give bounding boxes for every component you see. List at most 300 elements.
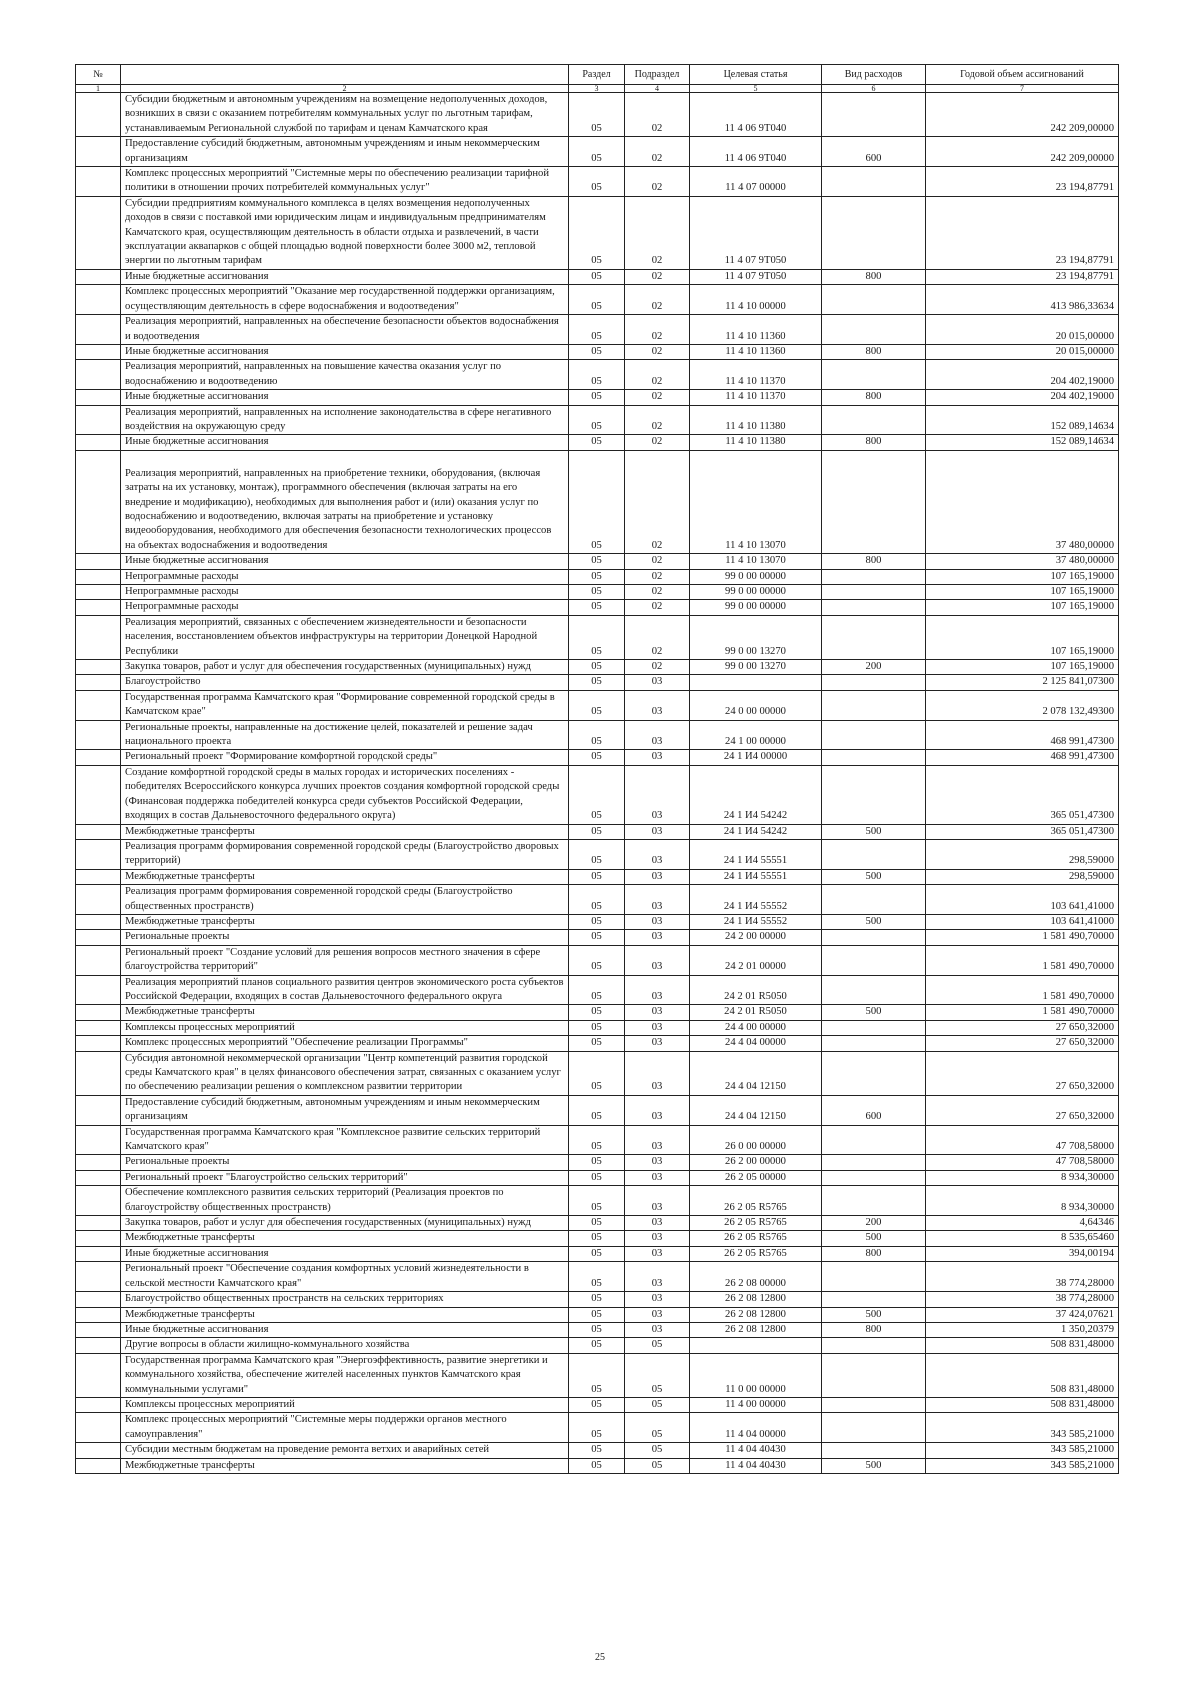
- expense-type-cell: [822, 1170, 926, 1185]
- expense-type-cell: [822, 1125, 926, 1155]
- column-number: 3: [569, 85, 625, 93]
- target-article-cell: 11 4 10 11360: [690, 315, 822, 345]
- amount-cell: 508 831,48000: [926, 1397, 1119, 1412]
- row-number-cell: [76, 1005, 121, 1020]
- row-number-cell: [76, 690, 121, 720]
- table-row: [76, 869, 1119, 884]
- expense-type-cell: 500: [822, 1307, 926, 1322]
- row-number-cell: [76, 285, 121, 315]
- column-number: 5: [690, 85, 822, 93]
- section-cell: 05: [569, 1262, 625, 1292]
- amount-cell: 37 480,00000: [926, 450, 1119, 553]
- section-cell: 05: [569, 615, 625, 659]
- expense-type-cell: [822, 1020, 926, 1035]
- table-row: [76, 1125, 1119, 1155]
- table-row: [76, 1036, 1119, 1051]
- section-cell: 05: [569, 660, 625, 675]
- target-article-cell: 24 4 00 00000: [690, 1020, 822, 1035]
- column-number: 6: [822, 85, 926, 93]
- expense-name-cell: Субсидии предприятиям коммунального комплекса в целях возмещения недополученных доходов в связи с поставкой ими юридическим лицам и индивидуальным предпринимателям Камчатского края, осуществляющим деятельность в области отдыха и развлечений, в части эксплуатации аквапарков с общей площадью водной поверхности более 3000 м2, тепловой энергии по льготным тарифам: [121, 196, 569, 269]
- expense-name-cell: Субсидии бюджетным и автономным учреждениям на возмещение недополученных доходов, возникших в связи с оказанием потребителям коммунальных услуг по льготным тарифам, устанавливаемым Региональной службой по тарифам и ценам Камчатского края: [121, 93, 569, 137]
- section-cell: 05: [569, 1170, 625, 1185]
- table-row: [76, 1262, 1119, 1292]
- section-cell: 05: [569, 1005, 625, 1020]
- amount-cell: 394,00194: [926, 1246, 1119, 1261]
- expense-type-cell: 500: [822, 1458, 926, 1473]
- table-row: [76, 585, 1119, 600]
- row-number-cell: [76, 1307, 121, 1322]
- expense-name-cell: Обеспечение комплексного развития сельских территорий (Реализация проектов по благоустройству общественных пространств): [121, 1186, 569, 1216]
- target-article-cell: 24 0 00 00000: [690, 690, 822, 720]
- subsection-cell: 02: [625, 569, 690, 584]
- amount-cell: 1 581 490,70000: [926, 975, 1119, 1005]
- row-number-cell: [76, 1443, 121, 1458]
- subsection-cell: 02: [625, 344, 690, 359]
- row-number-cell: [76, 1036, 121, 1051]
- expense-name-cell: Иные бюджетные ассигнования: [121, 435, 569, 450]
- expense-type-cell: [822, 600, 926, 615]
- expense-type-cell: 800: [822, 269, 926, 284]
- row-number-cell: [76, 1020, 121, 1035]
- expense-name-cell: Региональный проект "Благоустройство сельских территорий": [121, 1170, 569, 1185]
- table-row: [76, 1051, 1119, 1095]
- expense-name-cell: Предоставление субсидий бюджетным, автономным учреждениям и иным некоммерческим организациям: [121, 137, 569, 167]
- expense-name-cell: Создание комфортной городской среды в малых городах и исторических поселениях - победителях Всероссийского конкурса лучших проектов создания комфортной городской среды (Финансовая поддержка победителей конкурса среди субъектов Российской Федерации, входящих в состав Дальневосточного федерального округа): [121, 765, 569, 824]
- target-article-cell: 24 1 И4 54242: [690, 824, 822, 839]
- table-row: [76, 690, 1119, 720]
- subsection-cell: 03: [625, 914, 690, 929]
- table-row: [76, 1397, 1119, 1412]
- section-cell: 05: [569, 405, 625, 435]
- expense-name-cell: Межбюджетные трансферты: [121, 1231, 569, 1246]
- table-row: [76, 196, 1119, 269]
- section-cell: 05: [569, 675, 625, 690]
- table-row: [76, 1186, 1119, 1216]
- amount-cell: 1 581 490,70000: [926, 945, 1119, 975]
- amount-cell: 365 051,47300: [926, 765, 1119, 824]
- target-article-cell: 26 2 05 R5765: [690, 1231, 822, 1246]
- section-cell: 05: [569, 137, 625, 167]
- target-article-cell: 26 2 08 12800: [690, 1322, 822, 1337]
- amount-cell: 1 350,20379: [926, 1322, 1119, 1337]
- expense-type-cell: [822, 690, 926, 720]
- expense-type-cell: 600: [822, 1095, 926, 1125]
- subsection-cell: 03: [625, 1246, 690, 1261]
- table-row: [76, 569, 1119, 584]
- amount-cell: 23 194,87791: [926, 167, 1119, 197]
- target-article-cell: 26 2 00 00000: [690, 1155, 822, 1170]
- subsection-cell: 02: [625, 360, 690, 390]
- row-number-cell: [76, 675, 121, 690]
- expense-type-cell: 500: [822, 1231, 926, 1246]
- expense-name-cell: Субсидия автономной некоммерческой организации "Центр компетенций развития городской среды Камчатского края" в целях финансового обеспечения затрат, связанных с оказанием услуг по обеспечению реализации решения о комплексном развитии территории: [121, 1051, 569, 1095]
- subsection-cell: 03: [625, 1186, 690, 1216]
- table-row: [76, 765, 1119, 824]
- page-number: 25: [595, 1652, 605, 1663]
- row-number-cell: [76, 450, 121, 553]
- budget-rows: [76, 93, 1119, 1474]
- table-row: [76, 1216, 1119, 1231]
- expense-name-cell: Благоустройство: [121, 675, 569, 690]
- expense-type-cell: 800: [822, 435, 926, 450]
- amount-cell: 2 078 132,49300: [926, 690, 1119, 720]
- target-article-cell: 24 1 И4 54242: [690, 765, 822, 824]
- target-article-cell: 26 2 08 12800: [690, 1307, 822, 1322]
- row-number-cell: [76, 1338, 121, 1353]
- subsection-cell: 03: [625, 675, 690, 690]
- section-cell: 05: [569, 344, 625, 359]
- expense-name-cell: Иные бюджетные ассигнования: [121, 344, 569, 359]
- target-article-cell: 26 2 05 R5765: [690, 1216, 822, 1231]
- table-row: [76, 315, 1119, 345]
- expense-type-cell: 500: [822, 824, 926, 839]
- table-row: [76, 1307, 1119, 1322]
- row-number-cell: [76, 975, 121, 1005]
- expense-type-cell: 500: [822, 869, 926, 884]
- amount-cell: 2 125 841,07300: [926, 675, 1119, 690]
- subsection-cell: 03: [625, 930, 690, 945]
- subsection-cell: 03: [625, 839, 690, 869]
- amount-cell: 343 585,21000: [926, 1413, 1119, 1443]
- section-cell: 05: [569, 690, 625, 720]
- subsection-cell: 02: [625, 585, 690, 600]
- subsection-cell: 03: [625, 1155, 690, 1170]
- amount-cell: 298,59000: [926, 869, 1119, 884]
- expense-name-cell: Комплексы процессных мероприятий: [121, 1397, 569, 1412]
- row-number-cell: [76, 1231, 121, 1246]
- section-cell: 05: [569, 1292, 625, 1307]
- amount-cell: 47 708,58000: [926, 1155, 1119, 1170]
- target-article-cell: 24 4 04 12150: [690, 1095, 822, 1125]
- row-number-cell: [76, 1413, 121, 1443]
- amount-cell: 20 015,00000: [926, 315, 1119, 345]
- table-row: [76, 600, 1119, 615]
- section-cell: 05: [569, 1353, 625, 1397]
- expense-type-cell: [822, 1292, 926, 1307]
- expense-type-cell: [822, 930, 926, 945]
- subsection-cell: 03: [625, 1036, 690, 1051]
- expense-type-cell: [822, 285, 926, 315]
- amount-cell: 47 708,58000: [926, 1125, 1119, 1155]
- amount-cell: 298,59000: [926, 839, 1119, 869]
- expense-type-cell: [822, 945, 926, 975]
- subsection-cell: 02: [625, 93, 690, 137]
- header-row: [76, 65, 1119, 85]
- expense-name-cell: Реализация программ формирования современной городской среды (Благоустройство дворовых территорий): [121, 839, 569, 869]
- amount-cell: 23 194,87791: [926, 196, 1119, 269]
- amount-cell: 103 641,41000: [926, 885, 1119, 915]
- expense-name-cell: Комплекс процессных мероприятий "Системные меры поддержки органов местного самоуправления": [121, 1413, 569, 1443]
- expense-type-cell: 800: [822, 344, 926, 359]
- section-cell: 05: [569, 914, 625, 929]
- table-row: [76, 720, 1119, 750]
- row-number-cell: [76, 720, 121, 750]
- amount-cell: 107 165,19000: [926, 569, 1119, 584]
- amount-cell: 107 165,19000: [926, 660, 1119, 675]
- subsection-cell: 02: [625, 137, 690, 167]
- target-article-cell: 99 0 00 00000: [690, 600, 822, 615]
- expense-name-cell: Реализация мероприятий, направленных на приобретение техники, оборудования, (включая затраты на их установку, монтаж), программного обеспечения (включая затраты на его внедрение и модификацию), необходимых для выполнения работ и (или) оказания услуг по водоснабжению и водоотведению, включая затраты на приобретение и установку видеооборудования, необходимого для обеспечения безопасности технологических процессов на объектах водоснабжения и водоотведения: [121, 450, 569, 553]
- section-cell: 05: [569, 196, 625, 269]
- table-row: [76, 285, 1119, 315]
- target-article-cell: 11 4 10 00000: [690, 285, 822, 315]
- subsection-cell: 03: [625, 1125, 690, 1155]
- table-row: [76, 750, 1119, 765]
- target-article-cell: 11 4 04 40430: [690, 1458, 822, 1473]
- expense-name-cell: Региональный проект "Обеспечение создания комфортных условий жизнедеятельности в сельской местности Камчатского края": [121, 1262, 569, 1292]
- table-row: [76, 660, 1119, 675]
- row-number-cell: [76, 885, 121, 915]
- row-number-cell: [76, 914, 121, 929]
- row-number-cell: [76, 600, 121, 615]
- target-article-cell: 99 0 00 13270: [690, 660, 822, 675]
- header-name: [121, 65, 569, 85]
- subsection-cell: 05: [625, 1397, 690, 1412]
- row-number-cell: [76, 1216, 121, 1231]
- subsection-cell: 02: [625, 615, 690, 659]
- amount-cell: 468 991,47300: [926, 750, 1119, 765]
- subsection-cell: 02: [625, 660, 690, 675]
- expense-type-cell: [822, 1443, 926, 1458]
- expense-name-cell: Межбюджетные трансферты: [121, 914, 569, 929]
- expense-type-cell: [822, 720, 926, 750]
- target-article-cell: 24 2 01 00000: [690, 945, 822, 975]
- amount-cell: 107 165,19000: [926, 615, 1119, 659]
- expense-type-cell: [822, 450, 926, 553]
- target-article-cell: 24 1 И4 55551: [690, 869, 822, 884]
- amount-cell: 204 402,19000: [926, 390, 1119, 405]
- target-article-cell: 11 4 10 11360: [690, 344, 822, 359]
- expense-type-cell: [822, 360, 926, 390]
- expense-name-cell: Непрограммные расходы: [121, 585, 569, 600]
- section-cell: 05: [569, 600, 625, 615]
- row-number-cell: [76, 1051, 121, 1095]
- row-number-cell: [76, 1353, 121, 1397]
- expense-name-cell: Межбюджетные трансферты: [121, 1307, 569, 1322]
- table-row: [76, 405, 1119, 435]
- expense-name-cell: Государственная программа Камчатского края "Формирование современной городской среды в Камчатском крае": [121, 690, 569, 720]
- target-article-cell: 24 1 00 00000: [690, 720, 822, 750]
- expense-name-cell: Иные бюджетные ассигнования: [121, 269, 569, 284]
- amount-cell: 27 650,32000: [926, 1020, 1119, 1035]
- section-cell: 05: [569, 167, 625, 197]
- subsection-cell: 03: [625, 945, 690, 975]
- target-article-cell: 11 4 10 11380: [690, 405, 822, 435]
- target-article-cell: 26 2 05 R5765: [690, 1246, 822, 1261]
- subsection-cell: 03: [625, 824, 690, 839]
- subsection-cell: 03: [625, 1307, 690, 1322]
- subsection-cell: 02: [625, 435, 690, 450]
- amount-cell: 152 089,14634: [926, 435, 1119, 450]
- expense-name-cell: Непрограммные расходы: [121, 569, 569, 584]
- target-article-cell: [690, 1338, 822, 1353]
- expense-type-cell: [822, 615, 926, 659]
- amount-cell: 8 535,65460: [926, 1231, 1119, 1246]
- target-article-cell: 11 4 06 9Т040: [690, 93, 822, 137]
- section-cell: 05: [569, 1443, 625, 1458]
- section-cell: 05: [569, 315, 625, 345]
- target-article-cell: 24 2 00 00000: [690, 930, 822, 945]
- row-number-cell: [76, 1170, 121, 1185]
- row-number-cell: [76, 869, 121, 884]
- amount-cell: 23 194,87791: [926, 269, 1119, 284]
- amount-cell: 1 581 490,70000: [926, 1005, 1119, 1020]
- section-cell: 05: [569, 554, 625, 569]
- row-number-cell: [76, 360, 121, 390]
- amount-cell: 27 650,32000: [926, 1036, 1119, 1051]
- expense-name-cell: Межбюджетные трансферты: [121, 1458, 569, 1473]
- target-article-cell: 11 4 06 9Т040: [690, 137, 822, 167]
- row-number-cell: [76, 930, 121, 945]
- row-number-cell: [76, 554, 121, 569]
- amount-cell: 27 650,32000: [926, 1095, 1119, 1125]
- amount-cell: 343 585,21000: [926, 1443, 1119, 1458]
- row-number-cell: [76, 405, 121, 435]
- target-article-cell: 11 0 00 00000: [690, 1353, 822, 1397]
- header-target-article: Целевая статья: [690, 65, 822, 85]
- row-number-cell: [76, 569, 121, 584]
- target-article-cell: 24 1 И4 00000: [690, 750, 822, 765]
- subsection-cell: 02: [625, 196, 690, 269]
- row-number-cell: [76, 750, 121, 765]
- table-row: [76, 137, 1119, 167]
- expense-name-cell: Комплекс процессных мероприятий "Системные меры по обеспечению реализации тарифной политики в отношении прочих потребителей коммунальных услуг": [121, 167, 569, 197]
- subsection-cell: 03: [625, 750, 690, 765]
- table-row: [76, 450, 1119, 553]
- expense-name-cell: Комплекс процессных мероприятий "Обеспечение реализации Программы": [121, 1036, 569, 1051]
- table-row: [76, 1020, 1119, 1035]
- row-number-cell: [76, 824, 121, 839]
- subsection-cell: 02: [625, 554, 690, 569]
- expense-name-cell: Другие вопросы в области жилищно-коммунального хозяйства: [121, 1338, 569, 1353]
- expense-type-cell: [822, 975, 926, 1005]
- expense-type-cell: 800: [822, 554, 926, 569]
- subsection-cell: 05: [625, 1338, 690, 1353]
- subsection-cell: 05: [625, 1458, 690, 1473]
- subsection-cell: 03: [625, 885, 690, 915]
- section-cell: 05: [569, 1458, 625, 1473]
- header-subsection: Подраздел: [625, 65, 690, 85]
- amount-cell: 152 089,14634: [926, 405, 1119, 435]
- section-cell: 05: [569, 450, 625, 553]
- subsection-cell: 03: [625, 690, 690, 720]
- subsection-cell: 02: [625, 167, 690, 197]
- expense-type-cell: [822, 315, 926, 345]
- amount-cell: 508 831,48000: [926, 1338, 1119, 1353]
- table-row: [76, 344, 1119, 359]
- expense-type-cell: 800: [822, 1246, 926, 1261]
- table-row: [76, 93, 1119, 137]
- subsection-cell: 05: [625, 1443, 690, 1458]
- expense-type-cell: 200: [822, 1216, 926, 1231]
- target-article-cell: [690, 675, 822, 690]
- target-article-cell: 26 2 05 R5765: [690, 1186, 822, 1216]
- expense-name-cell: Государственная программа Камчатского края "Комплексное развитие сельских территорий Камчатского края": [121, 1125, 569, 1155]
- expense-type-cell: [822, 1353, 926, 1397]
- expense-name-cell: Региональные проекты: [121, 930, 569, 945]
- section-cell: 05: [569, 1125, 625, 1155]
- amount-cell: 365 051,47300: [926, 824, 1119, 839]
- expense-name-cell: Комплексы процессных мероприятий: [121, 1020, 569, 1035]
- column-number-row: [76, 85, 1119, 93]
- table-row: [76, 914, 1119, 929]
- table-row: [76, 1292, 1119, 1307]
- row-number-cell: [76, 344, 121, 359]
- expense-type-cell: 200: [822, 660, 926, 675]
- table-row: [76, 1338, 1119, 1353]
- target-article-cell: 24 4 04 12150: [690, 1051, 822, 1095]
- amount-cell: 8 934,30000: [926, 1170, 1119, 1185]
- target-article-cell: 99 0 00 00000: [690, 585, 822, 600]
- table-row: [76, 675, 1119, 690]
- section-cell: 05: [569, 1397, 625, 1412]
- target-article-cell: 26 2 08 00000: [690, 1262, 822, 1292]
- row-number-cell: [76, 1125, 121, 1155]
- expense-type-cell: 500: [822, 914, 926, 929]
- section-cell: 05: [569, 360, 625, 390]
- row-number-cell: [76, 167, 121, 197]
- section-cell: 05: [569, 585, 625, 600]
- expense-name-cell: Государственная программа Камчатского края "Энергоэффективность, развитие энергетики и коммунального хозяйства, обеспечение жителей населенных пунктов Камчатского края коммунальными услугами": [121, 1353, 569, 1397]
- subsection-cell: 02: [625, 450, 690, 553]
- section-cell: 05: [569, 1322, 625, 1337]
- row-number-cell: [76, 660, 121, 675]
- section-cell: 05: [569, 1036, 625, 1051]
- row-number-cell: [76, 1155, 121, 1170]
- amount-cell: 37 424,07621: [926, 1307, 1119, 1322]
- section-cell: 05: [569, 93, 625, 137]
- table-row: [76, 1246, 1119, 1261]
- expense-type-cell: [822, 93, 926, 137]
- section-cell: 05: [569, 1246, 625, 1261]
- section-cell: 05: [569, 750, 625, 765]
- amount-cell: 37 480,00000: [926, 554, 1119, 569]
- target-article-cell: 26 2 08 12800: [690, 1292, 822, 1307]
- subsection-cell: 05: [625, 1413, 690, 1443]
- section-cell: 05: [569, 1051, 625, 1095]
- expense-type-cell: [822, 750, 926, 765]
- subsection-cell: 03: [625, 1216, 690, 1231]
- subsection-cell: 02: [625, 285, 690, 315]
- expense-name-cell: Реализация мероприятий, связанных с обеспечением жизнедеятельности и безопасности населения, восстановлением объектов инфраструктуры на территории Донецкой Народной Республики: [121, 615, 569, 659]
- subsection-cell: 03: [625, 1322, 690, 1337]
- expense-type-cell: [822, 585, 926, 600]
- row-number-cell: [76, 945, 121, 975]
- section-cell: 05: [569, 569, 625, 584]
- table-row: [76, 1458, 1119, 1473]
- row-number-cell: [76, 1186, 121, 1216]
- expense-name-cell: Региональный проект "Формирование комфортной городской среды": [121, 750, 569, 765]
- amount-cell: 107 165,19000: [926, 585, 1119, 600]
- column-number: 7: [926, 85, 1119, 93]
- section-cell: 05: [569, 435, 625, 450]
- subsection-cell: 02: [625, 390, 690, 405]
- section-cell: 05: [569, 1413, 625, 1443]
- section-cell: 05: [569, 869, 625, 884]
- target-article-cell: 24 4 04 00000: [690, 1036, 822, 1051]
- table-row: [76, 1322, 1119, 1337]
- amount-cell: 38 774,28000: [926, 1292, 1119, 1307]
- section-cell: 05: [569, 285, 625, 315]
- table-row: [76, 1353, 1119, 1397]
- subsection-cell: 03: [625, 1020, 690, 1035]
- row-number-cell: [76, 137, 121, 167]
- table-row: [76, 1005, 1119, 1020]
- table-row: [76, 554, 1119, 569]
- expense-name-cell: Иные бюджетные ассигнования: [121, 554, 569, 569]
- header-section: Раздел: [569, 65, 625, 85]
- section-cell: 05: [569, 1095, 625, 1125]
